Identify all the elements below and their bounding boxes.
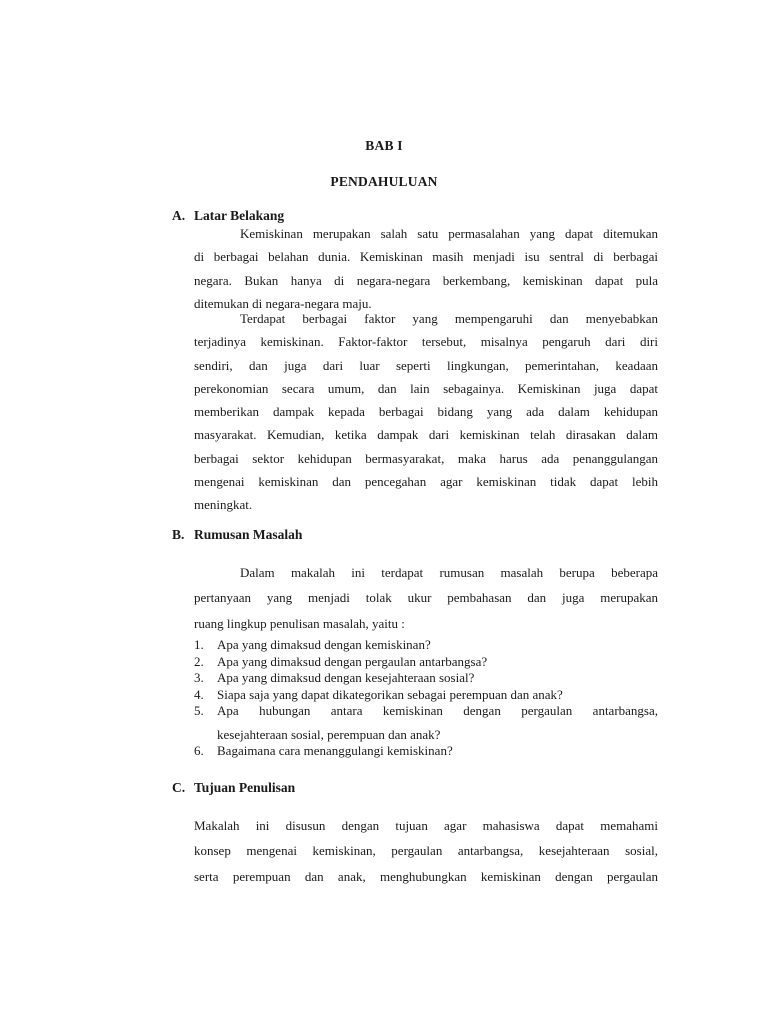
section-c-heading xyxy=(172,780,295,796)
section-c-paragraph-1 xyxy=(194,813,658,889)
section-a-paragraph-2 xyxy=(194,307,658,517)
text-line: Apa yang dimaksud dengan pergaulan antarbangsa? xyxy=(217,653,488,669)
list-item-number: 4. xyxy=(194,686,204,702)
list-item-number: 5. xyxy=(194,703,204,718)
text-line: Dalam makalah ini terdapat rumusan masalah berupa beberapa xyxy=(240,565,658,580)
text-line: Apa hubungan antara kemiskinan dengan pergaulan antarbangsa, xyxy=(217,703,658,718)
section-a-title: Latar Belakang xyxy=(194,208,285,223)
section-a-letter: A. xyxy=(172,208,186,223)
list-item xyxy=(194,699,658,747)
list-item-number: 3. xyxy=(194,670,204,685)
list-item xyxy=(194,670,658,687)
problem-list xyxy=(194,637,658,760)
section-b-title: Rumusan Masalah xyxy=(194,527,303,542)
list-item-text xyxy=(217,654,658,671)
text-line: berbagai sektor kehidupan bermasyarakat, maka harus ada penanggulangan xyxy=(194,450,658,466)
text-line: perekonomian secara umum, dan lain sebagainya. Kemiskinan juga dapat xyxy=(194,380,658,396)
section-b-heading xyxy=(172,527,302,543)
section-a-paragraph-1 xyxy=(194,222,658,315)
text-line: negara. Bukan hanya di negara-negara berkembang, kemiskinan dapat pula xyxy=(194,272,658,288)
text-line: ditemukan di negara-negara maju. xyxy=(194,295,372,311)
text-line: masyarakat. Kemudian, ketika dampak dari kemiskinan telah dirasakan dalam xyxy=(194,427,658,443)
list-item-text xyxy=(217,637,658,654)
chapter-title: PENDAHULUAN xyxy=(330,174,438,189)
list-item-number: 2. xyxy=(194,653,204,669)
list-item xyxy=(194,743,658,760)
text-line: konsep mengenai kemiskinan, pergaulan antarbangsa, kesejahteraan sosial, xyxy=(194,843,658,859)
text-line: Terdapat berbagai faktor yang mempengaruhi dan menyebabkan xyxy=(240,311,658,326)
list-item-number: 1. xyxy=(194,637,204,652)
text-line: ruang lingkup penulisan masalah, yaitu : xyxy=(194,615,405,631)
list-item-number: 6. xyxy=(194,743,204,758)
text-line: kesejahteraan sosial, perempuan dan anak? xyxy=(217,727,441,742)
text-line: serta perempuan dan anak, menghubungkan kemiskinan dengan pergaulan xyxy=(194,868,658,884)
text-line: Apa yang dimaksud dengan kemiskinan? xyxy=(217,637,431,652)
section-b-paragraph-1 xyxy=(194,560,658,636)
text-line: Siapa saja yang dapat dikategorikan sebagai perempuan dan anak? xyxy=(217,686,563,702)
text-line: Bagaimana cara menanggulangi kemiskinan? xyxy=(217,743,453,758)
section-c-title: Tujuan Penulisan xyxy=(194,780,296,795)
text-line: meningkat. xyxy=(194,497,253,513)
list-item xyxy=(194,654,658,671)
text-line: sendiri, dan juga dari luar seperti lingkungan, pemerintahan, keadaan xyxy=(194,357,658,373)
text-line: memberikan dampak kepada berbagai bidang yang ada dalam kehidupan xyxy=(194,404,658,420)
section-b-letter: B. xyxy=(172,527,185,542)
text-line: Kemiskinan merupakan salah satu permasalahan yang dapat ditemukan xyxy=(240,226,658,241)
chapter-number: BAB I xyxy=(365,138,403,153)
text-line: pertanyaan yang menjadi tolak ukur pembahasan dan juga merupakan xyxy=(194,590,658,606)
text-line: Makalah ini disusun dengan tujuan agar mahasiswa dapat memahami xyxy=(194,818,658,833)
section-c-letter: C. xyxy=(172,780,186,795)
text-line: terjadinya kemiskinan. Faktor-faktor tersebut, misalnya pengaruh dari diri xyxy=(194,334,658,350)
list-item-text xyxy=(217,670,658,687)
text-line: mengenai kemiskinan dan pencegahan agar kemiskinan tidak dapat lebih xyxy=(194,474,658,490)
list-item xyxy=(194,637,658,654)
list-item-text xyxy=(217,699,658,747)
text-line: di berbagai belahan dunia. Kemiskinan masih menjadi isu sentral di berbagai xyxy=(194,249,658,265)
list-item-text xyxy=(217,743,658,760)
text-line: Apa yang dimaksud dengan kesejahteraan sosial? xyxy=(217,670,475,685)
